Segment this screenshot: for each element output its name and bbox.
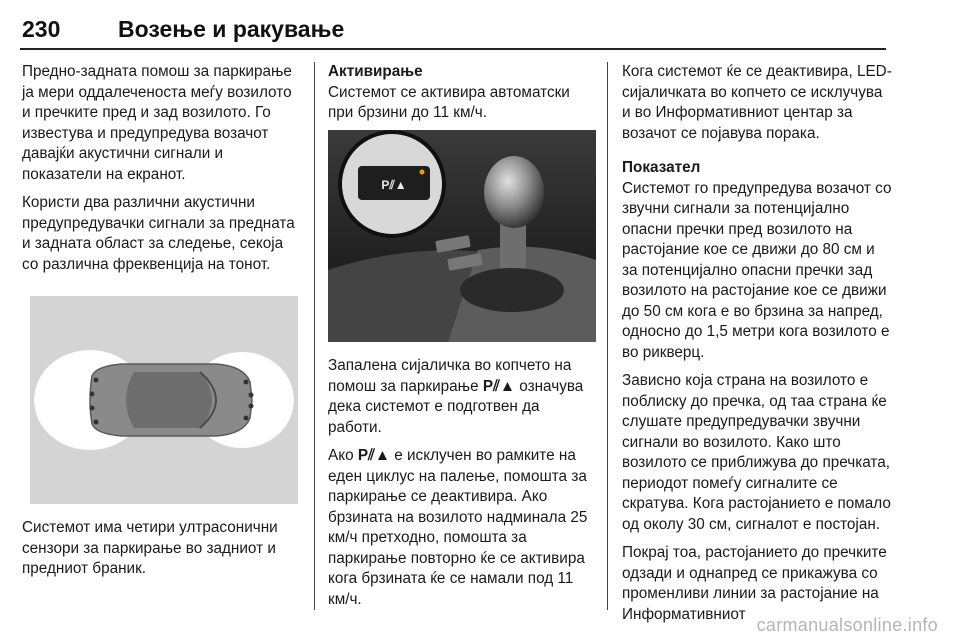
parking-symbol-icon: P⫽▲: [381, 178, 407, 192]
rear-sensor-2: [90, 392, 95, 397]
col1-caption: Системот има четири ултрасонични сензори за паркирање во задниот и предниот браник.: [22, 519, 278, 577]
figure-caption-1: [22, 518, 302, 580]
column-2: [328, 62, 596, 132]
parking-assist-symbol-icon: P⫽▲: [357, 447, 390, 464]
header-rule: [20, 48, 886, 50]
col3-paragraph-1: Кога системот ќе се деактивира, LED-сијаличката во копчето се исклучува и во Информативниот центар за возачот се појавува порака.: [622, 63, 892, 142]
center-console-illustration: [328, 130, 596, 342]
col1-paragraph-2: Користи два различни акустични предупредувачки сигнали за предната и задната област за следење, секоја со различна фреквенција на тонот.: [22, 194, 295, 273]
car-roof: [126, 372, 212, 428]
rear-sensor-4: [94, 420, 99, 425]
column-3: [622, 62, 894, 633]
rear-sensor-3: [90, 406, 95, 411]
gear-console-photo: [328, 130, 596, 342]
col3-paragraph-2: Системот го предупредува возачот со звучни сигнали за потенцијално опасни пречки пред возилото на растојание кое се движи до 80 см и за потенцијално опасни пречки зад возилото на растојание кое се движи до 50 см кога е во брзина за напред, односно до 1,5 метри кога возилото е во рикверц.: [622, 179, 892, 361]
front-sensor-2: [249, 393, 254, 398]
watermark: carmanualsonline.info: [756, 615, 938, 635]
col2-paragraph-3: Ако P⫽▲ е исклучен во рамките на еден циклус на палење, помошта за паркирање се деактивира. Ако брзината на возилото надминала 25 км/ч претходно, помошта за паркирање повторно ќе се активира кога брзината ќе се намали под 11 км/ч.: [328, 447, 588, 608]
col1-paragraph-1: Предно-задната помош за паркирање ја мери оддалеченоста меѓу возилото и пречките пред и зад возилото. Го известува и предупредува возачот давајќи акустични сигнали и показатели на екранот.: [22, 63, 292, 183]
column-divider-1: [314, 62, 315, 610]
section-heading-indicator: Показател: [622, 159, 701, 176]
front-sensor-4: [244, 416, 249, 421]
front-sensor-1: [244, 380, 249, 385]
car-sensors-diagram: [30, 296, 298, 504]
parking-assist-symbol-icon: P⫽▲: [482, 377, 516, 395]
col2-paragraph-1: Системот се активира автоматски при брзини до 11 км/ч.: [328, 83, 570, 121]
section-heading-activation: Активирање: [328, 63, 423, 80]
rear-sensor-1: [94, 378, 99, 383]
front-sensor-3: [249, 404, 254, 409]
page-header: [0, 0, 960, 52]
col3-paragraph-3: Зависно која страна на возилото е поблиску до пречка, од таа страна ќе слушате предупредувачки звучни сигнали во возилото. Како што возилото се приближува до пречката, периодот помеѓу сигналите се скратува. Кога растојанието е помало од околу 30 см, сигналот е постојан.: [622, 372, 891, 533]
sensor-diagram-figure: [30, 296, 298, 504]
column-1: [22, 62, 302, 283]
gear-knob: [484, 156, 544, 228]
column-2-lower: [328, 356, 596, 618]
column-divider-2: [607, 62, 608, 610]
col2-paragraph-2: Запалена сијаличка во копчето на помош за паркирање P⫽▲ означува дека системот е подготвен да работи.: [328, 357, 584, 436]
page-number: 230: [22, 16, 61, 42]
page-title: Возење и ракување: [118, 16, 345, 42]
col3-paragraph-4: Покрај тоа, растојанието до пречките одзади и однапред се прикажува со променливи линии за растојание на Информативниот: [622, 544, 887, 623]
